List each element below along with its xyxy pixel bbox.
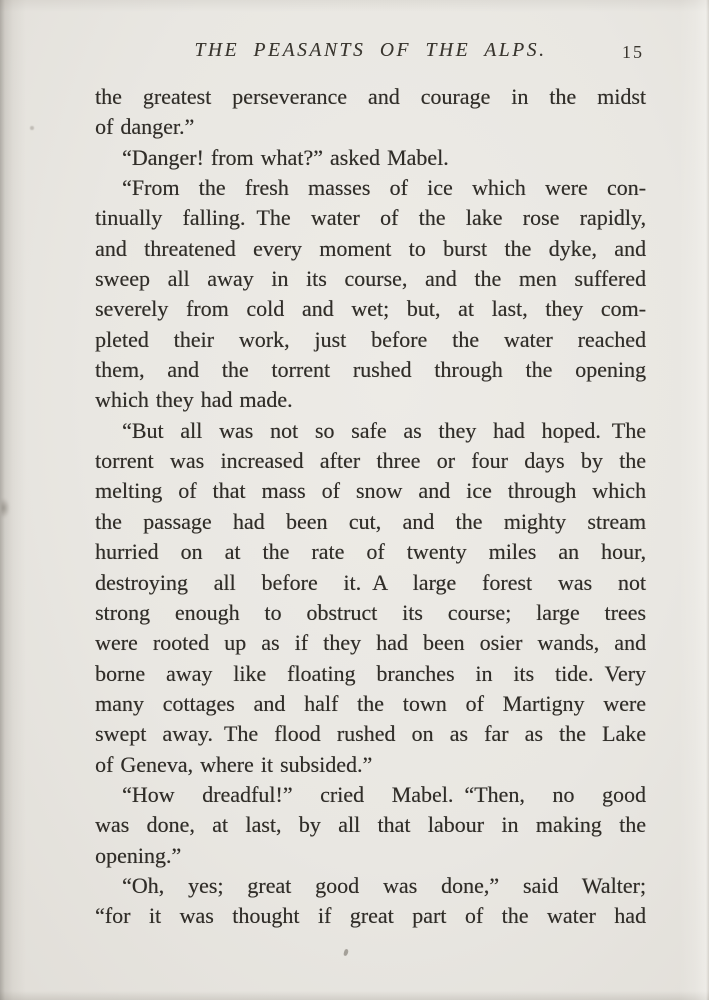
text-line: were rooted up as if they had been osier wands, and: [95, 630, 646, 656]
text-line: of danger.”: [95, 114, 195, 140]
text-line: many cottages and half the town of Martigny were: [95, 690, 646, 716]
text-line: the greatest perseverance and courage in the midst: [95, 84, 646, 109]
text-line: severely from cold and wet; but, at last, they com-: [95, 296, 646, 322]
text-line: “for it was thought if great part of the water had: [95, 903, 646, 929]
text-line: pleted their work, just before the water reached: [95, 326, 646, 352]
text-line: “Danger! from what?” asked Mabel.: [122, 144, 449, 170]
text-line: “But all was not so safe as they had hoped. The: [122, 417, 646, 443]
running-title: THE PEASANTS OF THE ALPS.: [194, 40, 547, 61]
text-line: “Oh, yes; great good was done,” said Walter;: [122, 872, 646, 898]
text-line: swept away. The flood rushed on as far as the Lake: [95, 721, 646, 747]
text-line: which they had made.: [95, 387, 293, 413]
text-line: torrent was increased after three or four days by the: [95, 448, 646, 474]
text-line: tinually falling. The water of the lake rose rapidly,: [95, 205, 646, 231]
scan-smudge: [1, 498, 10, 518]
text-line: sweep all away in its course, and the men suffered: [95, 266, 646, 292]
text-line: the passage had been cut, and the mighty stream: [95, 508, 646, 534]
text-line: strong enough to obstruct its course; large trees: [95, 599, 646, 625]
text-line: borne away like floating branches in its tide. Very: [95, 660, 646, 686]
text-line: “From the fresh masses of ice which were con-: [122, 175, 646, 201]
text-line: melting of that mass of snow and ice through which: [95, 478, 646, 504]
page-number: 15: [622, 42, 644, 62]
text-line: opening.”: [95, 842, 182, 868]
text-line: of Geneva, where it subsided.”: [95, 751, 373, 777]
text-line: “How dreadful!” cried Mabel. “Then, no good: [122, 781, 646, 807]
text-line: was done, at last, by all that labour in making the: [95, 812, 646, 838]
text-line: and threatened every moment to burst the dyke, and: [95, 235, 646, 261]
text-line: destroying all before it. A large forest was not: [95, 569, 646, 595]
text-line: them, and the torrent rushed through the opening: [95, 357, 646, 383]
scan-speck: [30, 126, 34, 130]
body-text: [95, 82, 646, 932]
page-header: [95, 40, 646, 68]
scan-speck: [343, 949, 349, 957]
text-line: hurried on at the rate of twenty miles an hour,: [95, 539, 646, 565]
